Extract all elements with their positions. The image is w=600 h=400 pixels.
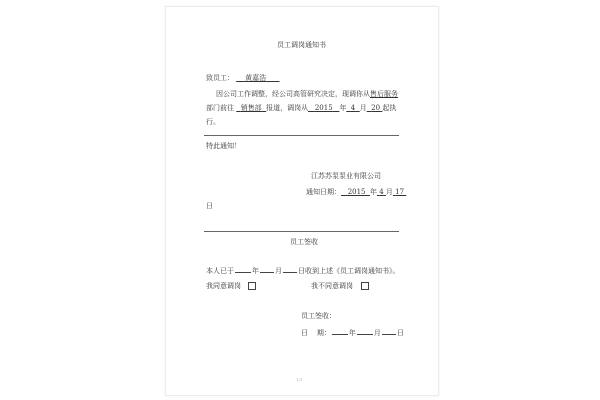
company-name: 江苏苏泵泵业有限公司	[311, 172, 381, 180]
addressee-line	[206, 73, 280, 83]
page-number: 1/1	[296, 377, 303, 382]
receipt-line: 本人已于 年 月 日收到上述《员工调岗通知书》。	[206, 267, 400, 275]
body-line-1: 因公司工作调整，经公司高管研究决定，现调你从售后服务	[216, 90, 398, 98]
employee-name: 黄嘉浩	[245, 74, 267, 82]
agree-label: 我同意调岗	[206, 282, 241, 290]
employee-sign-label: 员工签收：	[301, 312, 336, 320]
from-department: 售后服务	[370, 90, 398, 98]
to-label: 致员工：	[206, 74, 234, 82]
divider-2	[204, 231, 399, 232]
notice-date-line: 通知日期： 2015 年 4 月 17	[306, 188, 405, 196]
to-department: 销售部	[240, 104, 262, 112]
document-page	[165, 6, 439, 396]
move-date: 2015	[314, 104, 333, 112]
divider-1	[204, 135, 399, 136]
sign-date-line: 日 期： 年 月 日	[301, 329, 404, 337]
notice-title: 员工调岗通知书	[277, 41, 326, 49]
receipt-heading: 员工签收	[290, 238, 318, 246]
body-line-3: 行。	[206, 118, 220, 126]
body-line-2: 部门前往 销售部 报道，调岗从 2015 年 4 月 20 起执	[206, 104, 397, 112]
special-notice: 特此通知！	[206, 142, 241, 150]
agree-checkbox[interactable]	[248, 282, 256, 290]
disagree-label: 我不同意调岗	[311, 282, 353, 290]
disagree-checkbox[interactable]	[361, 282, 369, 290]
notice-date-day: 日	[206, 202, 213, 210]
